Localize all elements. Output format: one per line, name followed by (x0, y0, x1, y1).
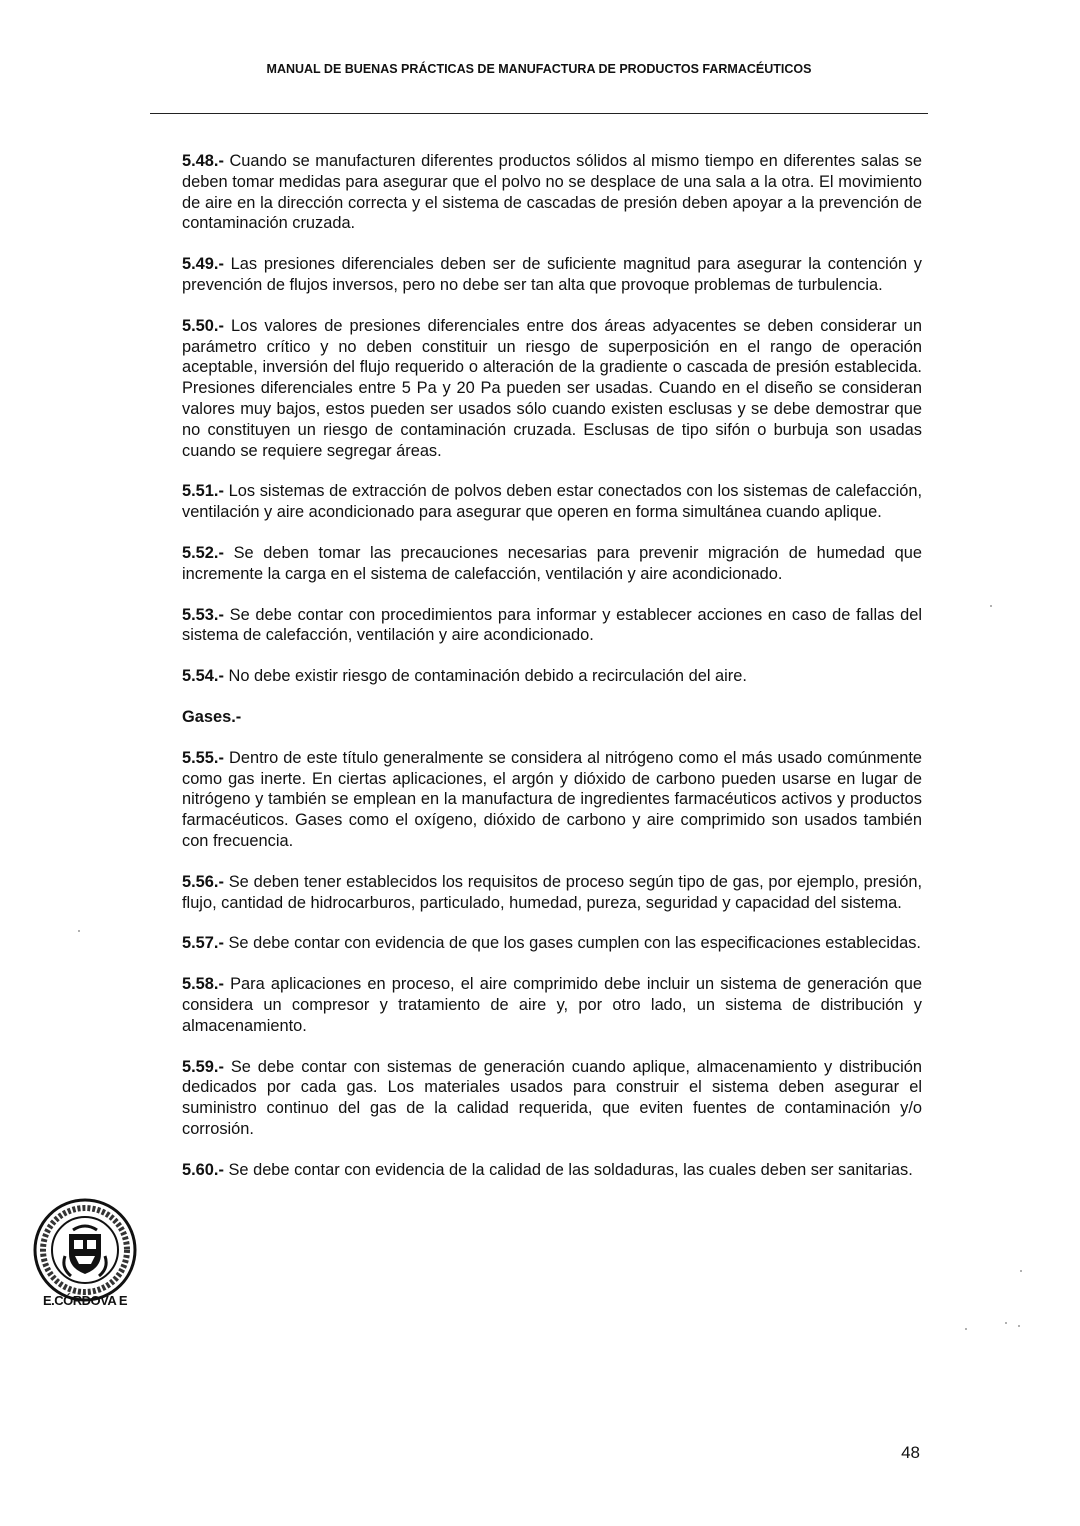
header-divider (150, 113, 928, 114)
paragraph-number: 5.50.- (182, 316, 224, 335)
stamp-caption: E.CÓRDOVA E (42, 1293, 128, 1308)
paragraph-text: Se debe contar con procedimientos para informar y establecer acciones en caso de fallas del sistema de calefacción, ventilación y aire acondicionado. (182, 605, 922, 645)
scan-speck (1018, 1325, 1020, 1327)
section-title-gases: Gases.- (182, 707, 242, 726)
scan-speck (1020, 1270, 1022, 1272)
paragraph-text: Cuando se manufacturen diferentes productos sólidos al mismo tiempo en diferentes salas se deben tomar medidas para asegurar que el polvo no se desplace de una sala a la otra. El movimiento de aire en la dirección correcta y el sistema de cascadas de presión deben apoyar a la prevención de contaminación cruzada. (182, 152, 922, 233)
paragraph-5-57 (182, 933, 922, 954)
paragraph-text: Dentro de este título generalmente se considera al nitrógeno como el más usado comúnmente como gas inerte. En ciertas aplicaciones, el argón y dióxido de carbono pueden usarse en lugar de nitrógeno y también se emplean en la manufactura de ingredientes farmacéuticos activos y productos farmacéuticos. Gases como el oxígeno, dióxido de carbono y aire comprimido son usados también con frecuencia. (182, 748, 922, 850)
page-header-title: MANUAL DE BUENAS PRÁCTICAS DE MANUFACTURA DE PRODUCTOS FARMACÉUTICOS (266, 62, 812, 76)
paragraph-text: Los sistemas de extracción de polvos deben estar conectados con los sistemas de calefacción, ventilación y aire acondicionado para asegurar que operen en forma simultánea cuando aplique. (182, 482, 922, 522)
paragraph-5-55 (182, 748, 922, 852)
paragraph-number: 5.57.- (182, 934, 224, 953)
page-number: 48 (901, 1443, 920, 1462)
official-seal-stamp (25, 1196, 145, 1308)
paragraph-number: 5.51.- (182, 482, 224, 501)
paragraph-number: 5.59.- (182, 1057, 224, 1076)
paragraph-number: 5.49.- (182, 255, 224, 274)
paragraph-number: 5.54.- (182, 667, 224, 686)
paragraph-number: 5.60.- (182, 1160, 224, 1179)
paragraph-5-50 (182, 316, 922, 462)
document-body (182, 151, 922, 1200)
paragraph-text: Se deben tener establecidos los requisitos de proceso según tipo de gas, por ejemplo, presión, flujo, cantidad de hidrocarburos, particulado, humedad, pureza, seguridad y capacidad del sistema. (182, 872, 922, 912)
paragraph-text: Se debe contar con evidencia de que los gases cumplen con las especificaciones establecidas. (223, 934, 921, 953)
coat-of-arms-icon (64, 1226, 106, 1276)
paragraph-5-48 (182, 151, 922, 234)
paragraph-5-51 (182, 481, 922, 523)
paragraph-text: Se debe contar con evidencia de la calidad de las soldaduras, las cuales deben ser sanitarias. (223, 1160, 913, 1179)
scan-speck (965, 1328, 967, 1330)
paragraph-text: Se deben tomar las precauciones necesarias para prevenir migración de humedad que incremente la carga en el sistema de calefacción, ventilación y aire acondicionado. (182, 543, 922, 583)
paragraph-5-54 (182, 666, 922, 687)
paragraph-text: Los valores de presiones diferenciales entre dos áreas adyacentes se deben considerar un parámetro crítico y no deben constituir un riesgo de superposición en el rango de operación aceptable, inversión del flujo requerido o alteración de la gradiente o cascada de presión establecida. Presiones diferenciales entre 5 Pa y 20 Pa pueden ser usadas. Cuando en el diseño se consideran valores muy bajos, estos pueden ser usados sólo cuando existen esclusas y se debe demostrar que no constituyen un riesgo de contaminación cruzada. Esclusas de tipo sifón o burbuja son usadas cuando se requiere segregar áreas. (182, 316, 922, 460)
paragraph-number: 5.53.- (182, 605, 224, 624)
paragraph-5-56 (182, 872, 922, 914)
scan-speck (1005, 1322, 1007, 1324)
paragraph-text: Para aplicaciones en proceso, el aire comprimido debe incluir un sistema de generación que considera un compresor y tratamiento de aire y, por otro lado, un sistema de distribución y almacenamiento. (182, 975, 922, 1035)
paragraph-5-49 (182, 254, 922, 296)
paragraph-number: 5.56.- (182, 872, 224, 891)
paragraph-text: No debe existir riesgo de contaminación debido a recirculación del aire. (223, 667, 747, 686)
scan-speck (78, 930, 80, 932)
paragraph-number: 5.58.- (182, 975, 224, 994)
paragraph-text: Se debe contar con sistemas de generación cuando aplique, almacenamiento y distribución dedicados por cada gas. Los materiales usados para construir el sistema deben asegurar el suministro continuo del gas de la calidad requerida, que eviten fuentes de contaminación y/o corrosión. (182, 1057, 922, 1138)
paragraph-5-60 (182, 1160, 922, 1181)
paragraph-number: 5.52.- (182, 543, 224, 562)
paragraph-number: 5.55.- (182, 748, 224, 767)
paragraph-5-52 (182, 543, 922, 585)
paragraph-5-59 (182, 1057, 922, 1140)
paragraph-text: Las presiones diferenciales deben ser de suficiente magnitud para asegurar la contención y prevención de flujos inversos, pero no debe ser tan alta que provoque problemas de turbulencia. (182, 255, 922, 294)
paragraph-5-53 (182, 605, 922, 647)
paragraph-5-58 (182, 974, 922, 1036)
scan-speck (990, 605, 992, 607)
paragraph-number: 5.48.- (182, 152, 224, 170)
